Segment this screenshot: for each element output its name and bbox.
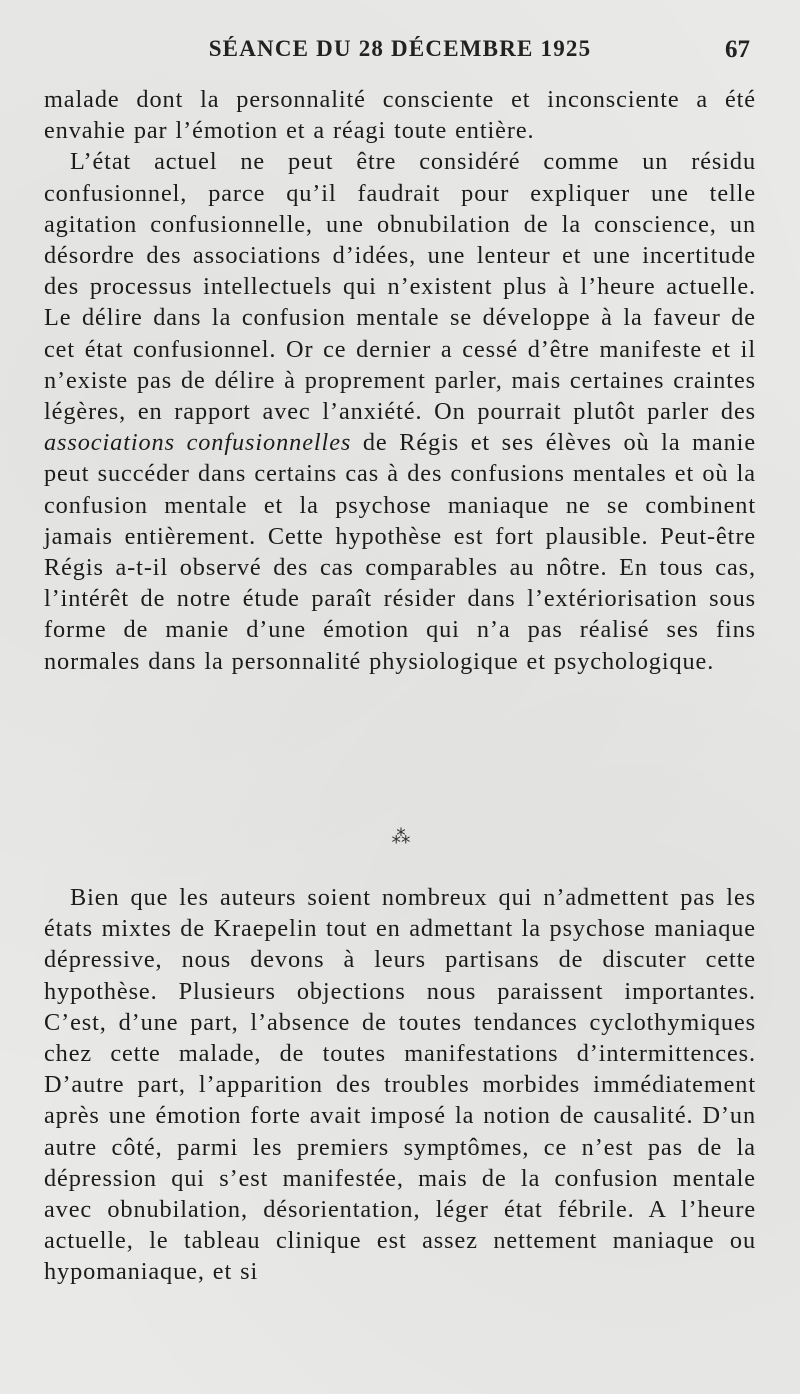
page-header: [44, 36, 756, 70]
paragraph-etat-actuel: [44, 146, 756, 676]
body-text-lower: [44, 882, 756, 1288]
running-head: SÉANCE DU 28 DÉCEMBRE 1925: [208, 36, 592, 61]
paragraph-etats-mixtes: Bien que les auteurs soient nombreux qui n’admettent pas les états mixtes de Kraepelin tout en admettant la psychose maniaque dépressive, nous devons à leurs partisans de discuter cette hypothèse. Plusieurs objections nous paraissent importantes. C’est, d’une part, l’absence de toutes tendances cyclothymiques chez cette malade, de toutes manifestations d’intermittences. D’autre part, l’apparition des troubles morbides immédiatement après une émotion forte avait imposé la notion de causalité. D’un autre côté, parmi les premiers symptômes, ce n’est pas de la dépression qui s’est manifestée, mais de la confusion mentale avec obnubilation, désorientation, léger état fébrile. A l’heure actuelle, le tableau clinique est assez nettement maniaque ou hypomaniaque, et si: [44, 884, 756, 1286]
paragraph-continued: malade dont la personnalité consciente et inconsciente a été envahie par l’émotion et a réagi toute entière.: [44, 86, 756, 145]
paragraph-text: de Régis et ses élèves où la manie peut succéder dans certains cas à des confusions mentales et où la confusion mentale et la psychose maniaque ne se combinent jamais entièrement. Cette hypothèse est fort plausible. Peut-être Régis a-t-il observé des cas comparables au nôtre. En tous cas, l’intérêt de notre étude paraît résider dans l’extériorisation sous forme de manie d’une émotion qui n’a pas réalisé ses fins normales dans la personnalité physiologique et psychologique.: [44, 429, 756, 675]
paragraph-text: L’état actuel ne peut être considéré comme un résidu confusionnel, parce qu’il faudrait pour expliquer une telle agitation confusionnelle, une obnubilation de la conscience, un désordre des associations d’idées, une lenteur et une incertitude des processus intellectuels qui n’existent plus à l’heure actuelle. Le délire dans la confusion mentale se développe à la faveur de cet état confusionnel. Or ce dernier a cessé d’être manifeste et il n’existe pas de délire à proprement parler, mais certaines craintes légères, en rapport avec l’anxiété. On pourrait plutôt parler des: [44, 148, 756, 426]
page-number: 67: [725, 36, 750, 63]
italic-term: associations confusionnelles: [44, 429, 352, 457]
section-divider-asterism: ⁂: [391, 826, 409, 848]
body-text-upper: [44, 84, 756, 677]
